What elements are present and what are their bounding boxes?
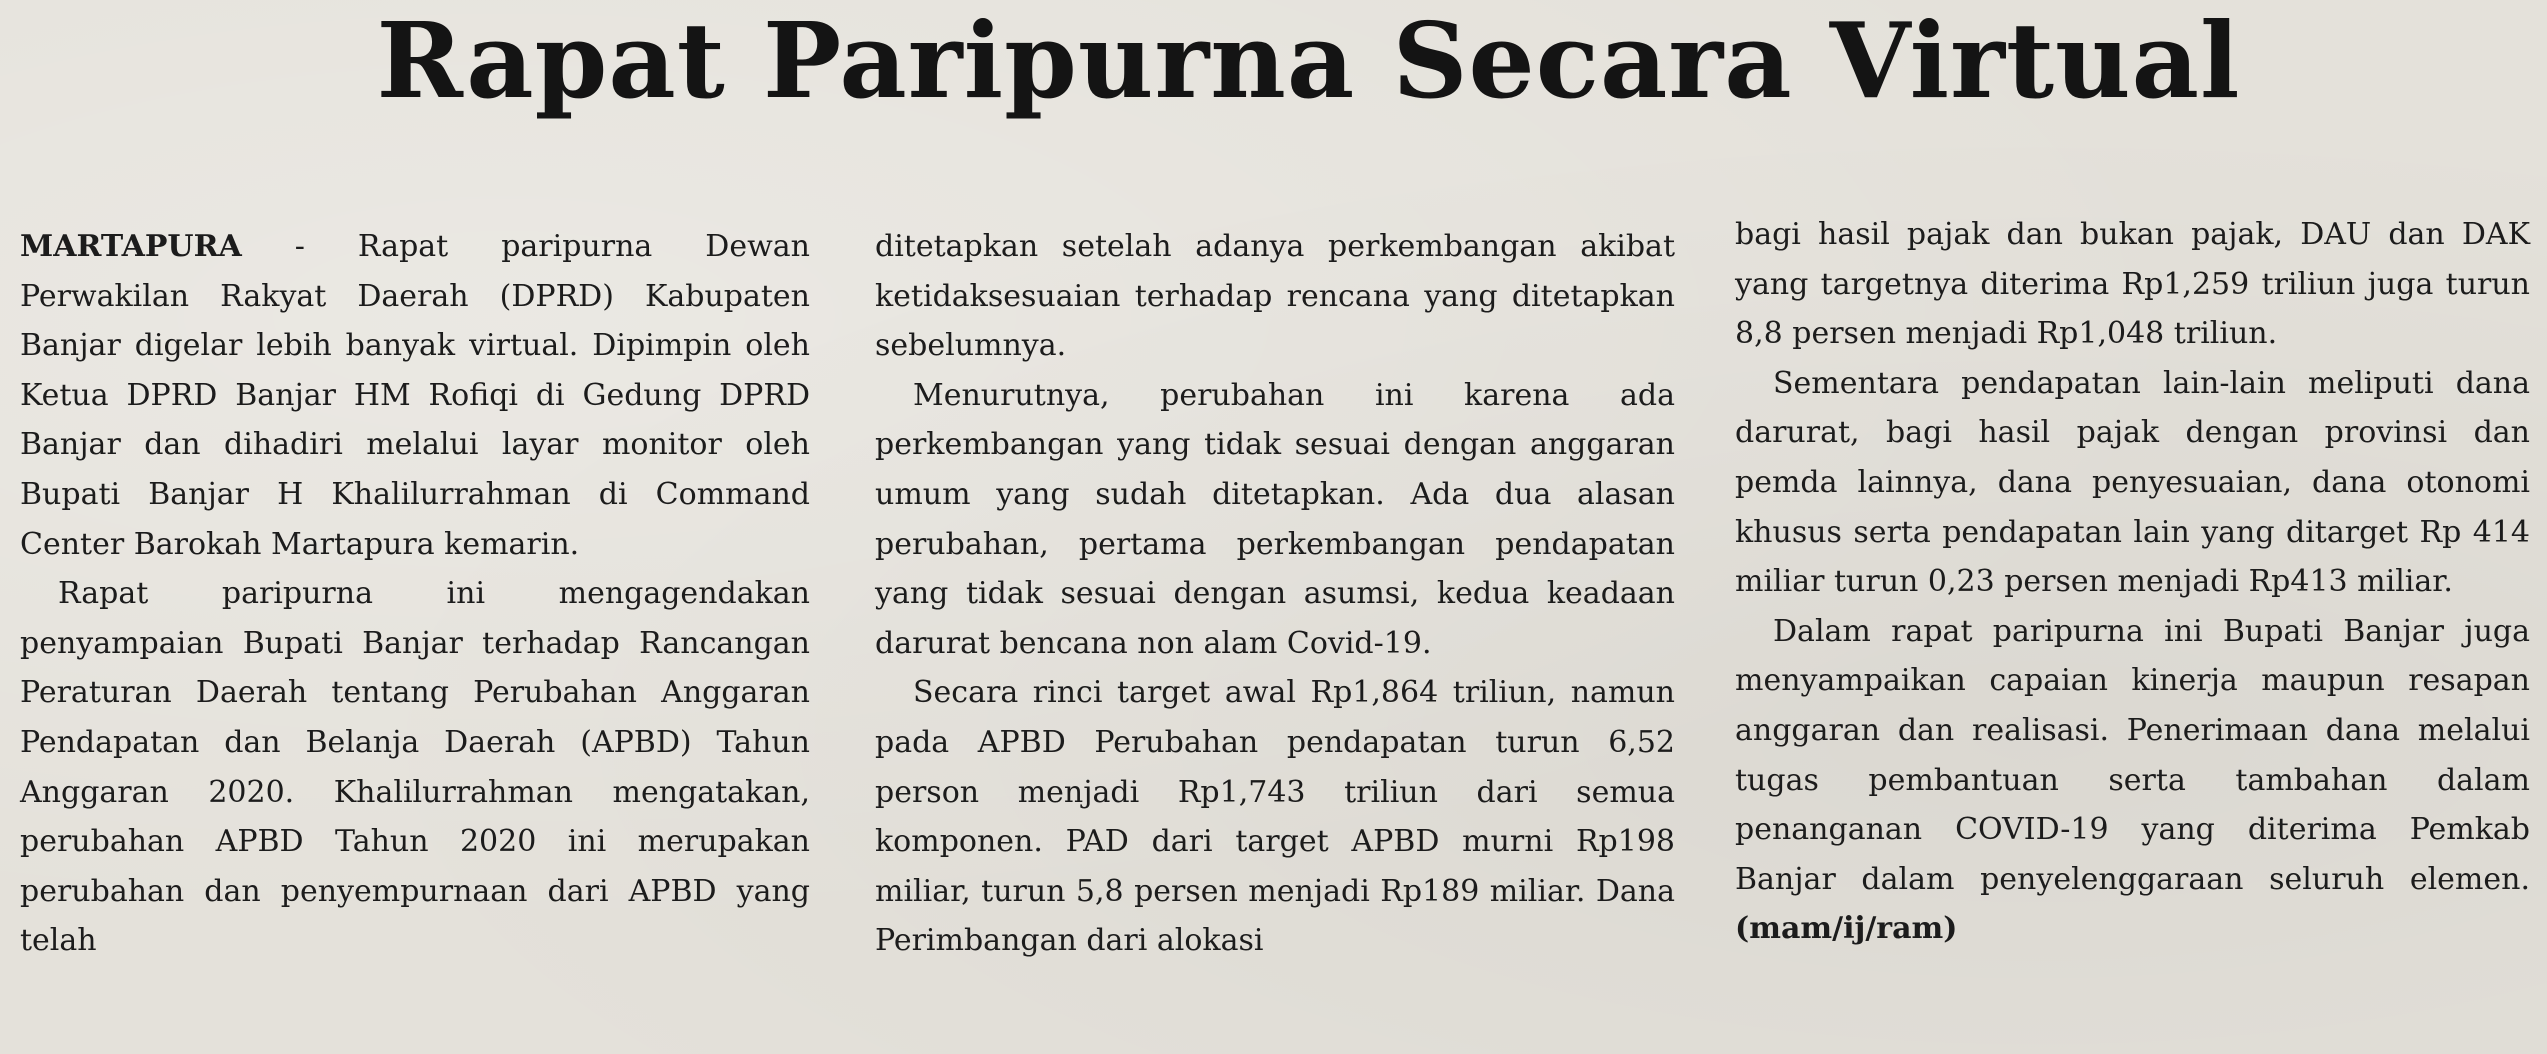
paragraph xyxy=(20,222,810,569)
paragraph: bagi hasil pajak dan bukan pajak, DAU dan DAK yang targetnya diterima Rp1,259 triliun juga turun 8,8 persen menjadi Rp1,048 triliun. xyxy=(1735,217,2530,352)
paragraph-text: - Rapat paripurna Dewan Perwakilan Rakyat Daerah (DPRD) Kabupaten Banjar digelar lebih banyak virtual. Dipimpin oleh Ketua DPRD Banjar HM Rofiqi di Gedung DPRD Banjar dan dihadiri melalui layar monitor oleh Bupati Banjar H Khalilurrahman di Command Center Barokah Martapura kemarin. xyxy=(20,229,810,562)
author-credit: (mam/ij/ram) xyxy=(1735,911,1958,947)
dateline: MARTAPURA xyxy=(20,229,242,264)
paragraph: Secara rinci target awal Rp1,864 triliun, namun pada APBD Perubahan pendapatan turun 6,52 person menjadi Rp1,743 triliun dari semua komponen. PAD dari target APBD murni Rp198 miliar, turun 5,8 persen menjadi Rp189 miliar. Dana Perimbangan dari alokasi xyxy=(875,675,1675,959)
paragraph: ditetapkan setelah adanya perkembangan akibat ketidaksesuaian terhadap rencana yang ditetapkan sebelumnya. xyxy=(875,229,1675,364)
paragraph: Sementara pendapatan lain-lain meliputi dana darurat, bagi hasil pajak dengan provinsi dan pemda lainnya, dana penyesuaian, dana otonomi khusus serta pendapatan lain yang ditarget Rp 414 miliar turun 0,23 persen menjadi Rp413 miliar. xyxy=(1735,365,2530,600)
article-column-2 xyxy=(875,222,1675,966)
paragraph: Rapat paripurna ini mengagendakan penyampaian Bupati Banjar terhadap Rancangan Peraturan Daerah tentang Perubahan Anggaran Pendapatan dan Belanja Daerah (APBD) Tahun Anggaran 2020. Khalilurrahman mengatakan, perubahan APBD Tahun 2020 ini merupakan perubahan dan penyempurnaan dari APBD yang telah xyxy=(20,576,810,959)
paragraph xyxy=(1735,607,2530,954)
article-column-3 xyxy=(1735,210,2530,954)
article-column-1 xyxy=(20,222,810,966)
article-headline: Rapat Paripurna Secara Virtual xyxy=(376,0,2241,122)
paragraph: Menurutnya, perubahan ini karena ada perkembangan yang tidak sesuai dengan anggaran umum yang sudah ditetapkan. Ada dua alasan perubahan, pertama perkembangan pendapatan yang tidak sesuai dengan asumsi, kedua keadaan darurat bencana non alam Covid-19. xyxy=(875,377,1675,661)
paragraph-text: Dalam rapat paripurna ini Bupati Banjar juga menyampaikan capaian kinerja maupun resapan anggaran dan realisasi. Penerimaan dana melalui tugas pembantuan serta tambahan dalam penanganan COVID-19 yang diterima Pemkab Banjar dalam penyelenggaraan seluruh elemen. xyxy=(1735,613,2530,897)
